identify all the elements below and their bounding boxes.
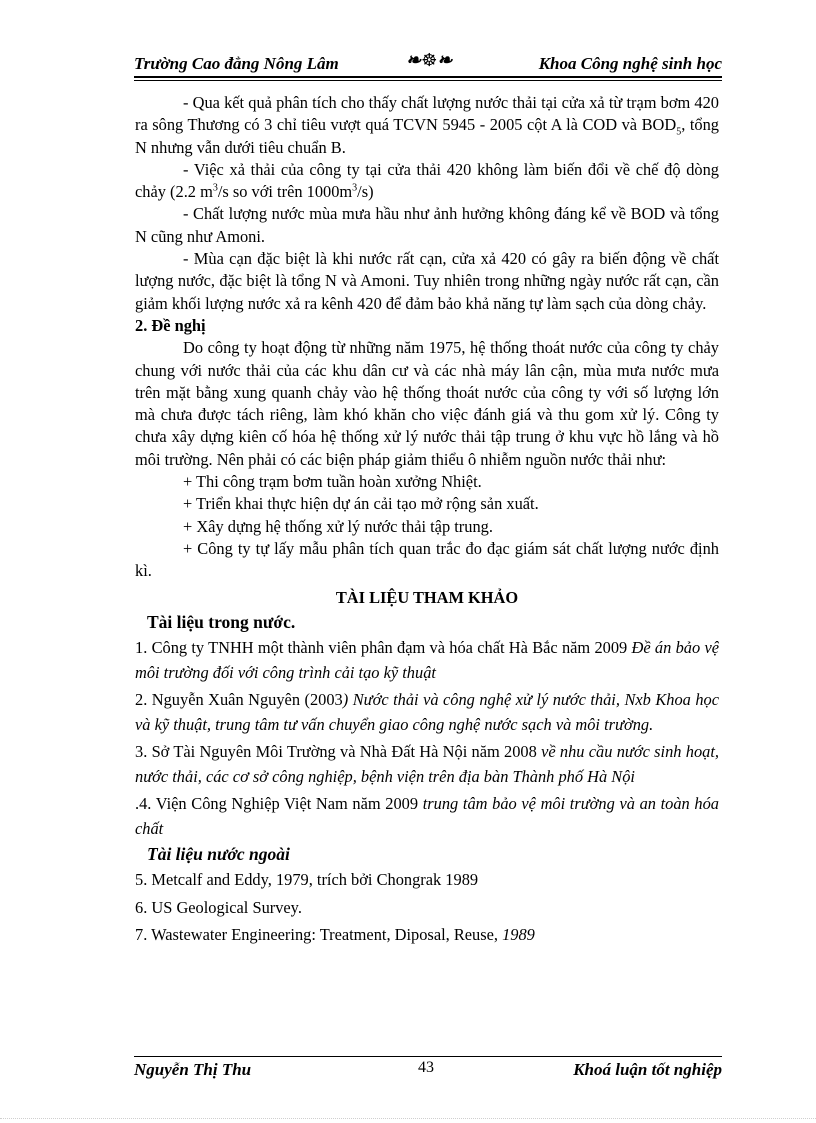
page-edge [0,1118,816,1119]
page-body [135,92,719,948]
header-faculty-name: Khoa Công nghệ sinh học [538,54,722,73]
page-footer [134,1059,722,1081]
conclusion-paragraph-2: - Việc xả thải của công ty tại cửa thải 420 không làm biến đổi về chế độ dòng chảy (2.2 $m^3/s$ so với trên $1000m^3/s$) [135,159,719,202]
domestic-references-heading: Tài liệu trong nước. [147,611,296,632]
reference-item: 7. Wastewater Engineering: Treatment, Diposal, Reuse, 1989 [135,925,535,945]
reference-item: 1. Công ty TNHH một thành viên phân đạm và hóa chất Hà Bắc năm 2009 Đề án bảo vệ môi trường đối với công trình cải tạo kỹ thuật [135,638,719,682]
footer-author: Nguyễn Thị Thu [134,1060,252,1079]
footer-label: Khoá luận tốt nghiệp [573,1060,722,1079]
header-rule [134,76,722,81]
conclusion-paragraph-3: - Chất lượng nước mùa mưa hầu như ảnh hưởng không đáng kể về BOD và tổng N cũng như Amoni. [135,204,719,246]
page-header [134,50,722,76]
foreign-references-heading: Tài liệu nước ngoài [147,844,290,865]
recommendation-item: + Công ty tự lấy mẫu phân tích quan trắc đo đạc giám sát chất lượng nước định kì. [135,538,719,581]
footer-rule [134,1056,722,1057]
header-emblem-icon: ❧☸❧ [406,50,453,70]
reference-item: .4. Viện Công Nghiệp Việt Nam năm 2009 trung tâm bảo vệ môi trường và an toàn hóa chất [135,794,719,838]
reference-item: 3. Sở Tài Nguyên Môi Trường và Nhà Đất Hà Nội năm 2008 về nhu cầu nước sinh hoạt, nước thải, các cơ sở công nghiệp, bệnh viện trên địa bàn Thành phố Hà Nội [135,742,719,786]
reference-item: 6. US Geological Survey. [135,897,302,917]
reference-item: 2. Nguyễn Xuân Nguyên (2003) Nước thải và công nghệ xử lý nước thải, Nxb Khoa học và kỹ thuật, trung tâm tư vấn chuyển giao công nghệ nước sạch và môi trường. [135,690,719,734]
conclusion-paragraph-4: - Mùa cạn đặc biệt là khi nước rất cạn, cửa xả 420 có gây ra biến động về chất lượng nước, đặc biệt là tổng N và Amoni. Tuy nhiên trong những ngày nước rất cạn, cần giảm khối lượng nước xả ra kênh 420 để đảm bảo khả năng tự làm sạch của dòng chảy. [135,249,719,313]
page-number: 43 [418,1059,434,1076]
reference-item: 5. Metcalf and Eddy, 1979, trích bởi Chongrak 1989 [135,870,479,890]
recommendation-item: + Triển khai thực hiện dự án cải tạo mở rộng sản xuất. [183,494,539,514]
recommendation-item: + Xây dựng hệ thống xử lý nước thải tập trung. [183,516,493,536]
section-heading-recommendations: 2. Đề nghị [135,315,206,335]
recommendation-paragraph: Do công ty hoạt động từ những năm 1975, hệ thống thoát nước của công ty chảy chung với nước thải của các khu dân cư và các nhà máy lân cận, mùa mưa nước mưa trên mặt bằng xung quanh chảy vào hệ thống thoát nước của công ty với số lượng lớn mà chưa được tách riêng, làm khó khăn cho việc đánh giá và thu gom xử lý. Công ty chưa xây dựng kiên cố hóa hệ thống xử lý nước thải tập trung ở khu vực hồ lắng và hồ môi trường. Nên phải có các biện pháp giảm thiểu ô nhiễm nguồn nước thải như: [135,338,719,469]
references-title: TÀI LIỆU THAM KHẢO [335,587,519,607]
conclusion-paragraph-1: - Qua kết quả phân tích cho thấy chất lượng nước thải tại cửa xả từ trạm bơm 420 ra sông Thương có 3 chỉ tiêu vượt quá TCVN 5945 - 2005 cột A là COD và $BOD_5$, tổng N nhưng vẫn dưới tiêu chuẩn B. [135,93,719,157]
recommendation-item: + Thi công trạm bơm tuần hoàn xưởng Nhiệt. [183,472,482,492]
header-school-name: Trường Cao đẳng Nông Lâm [134,54,339,73]
